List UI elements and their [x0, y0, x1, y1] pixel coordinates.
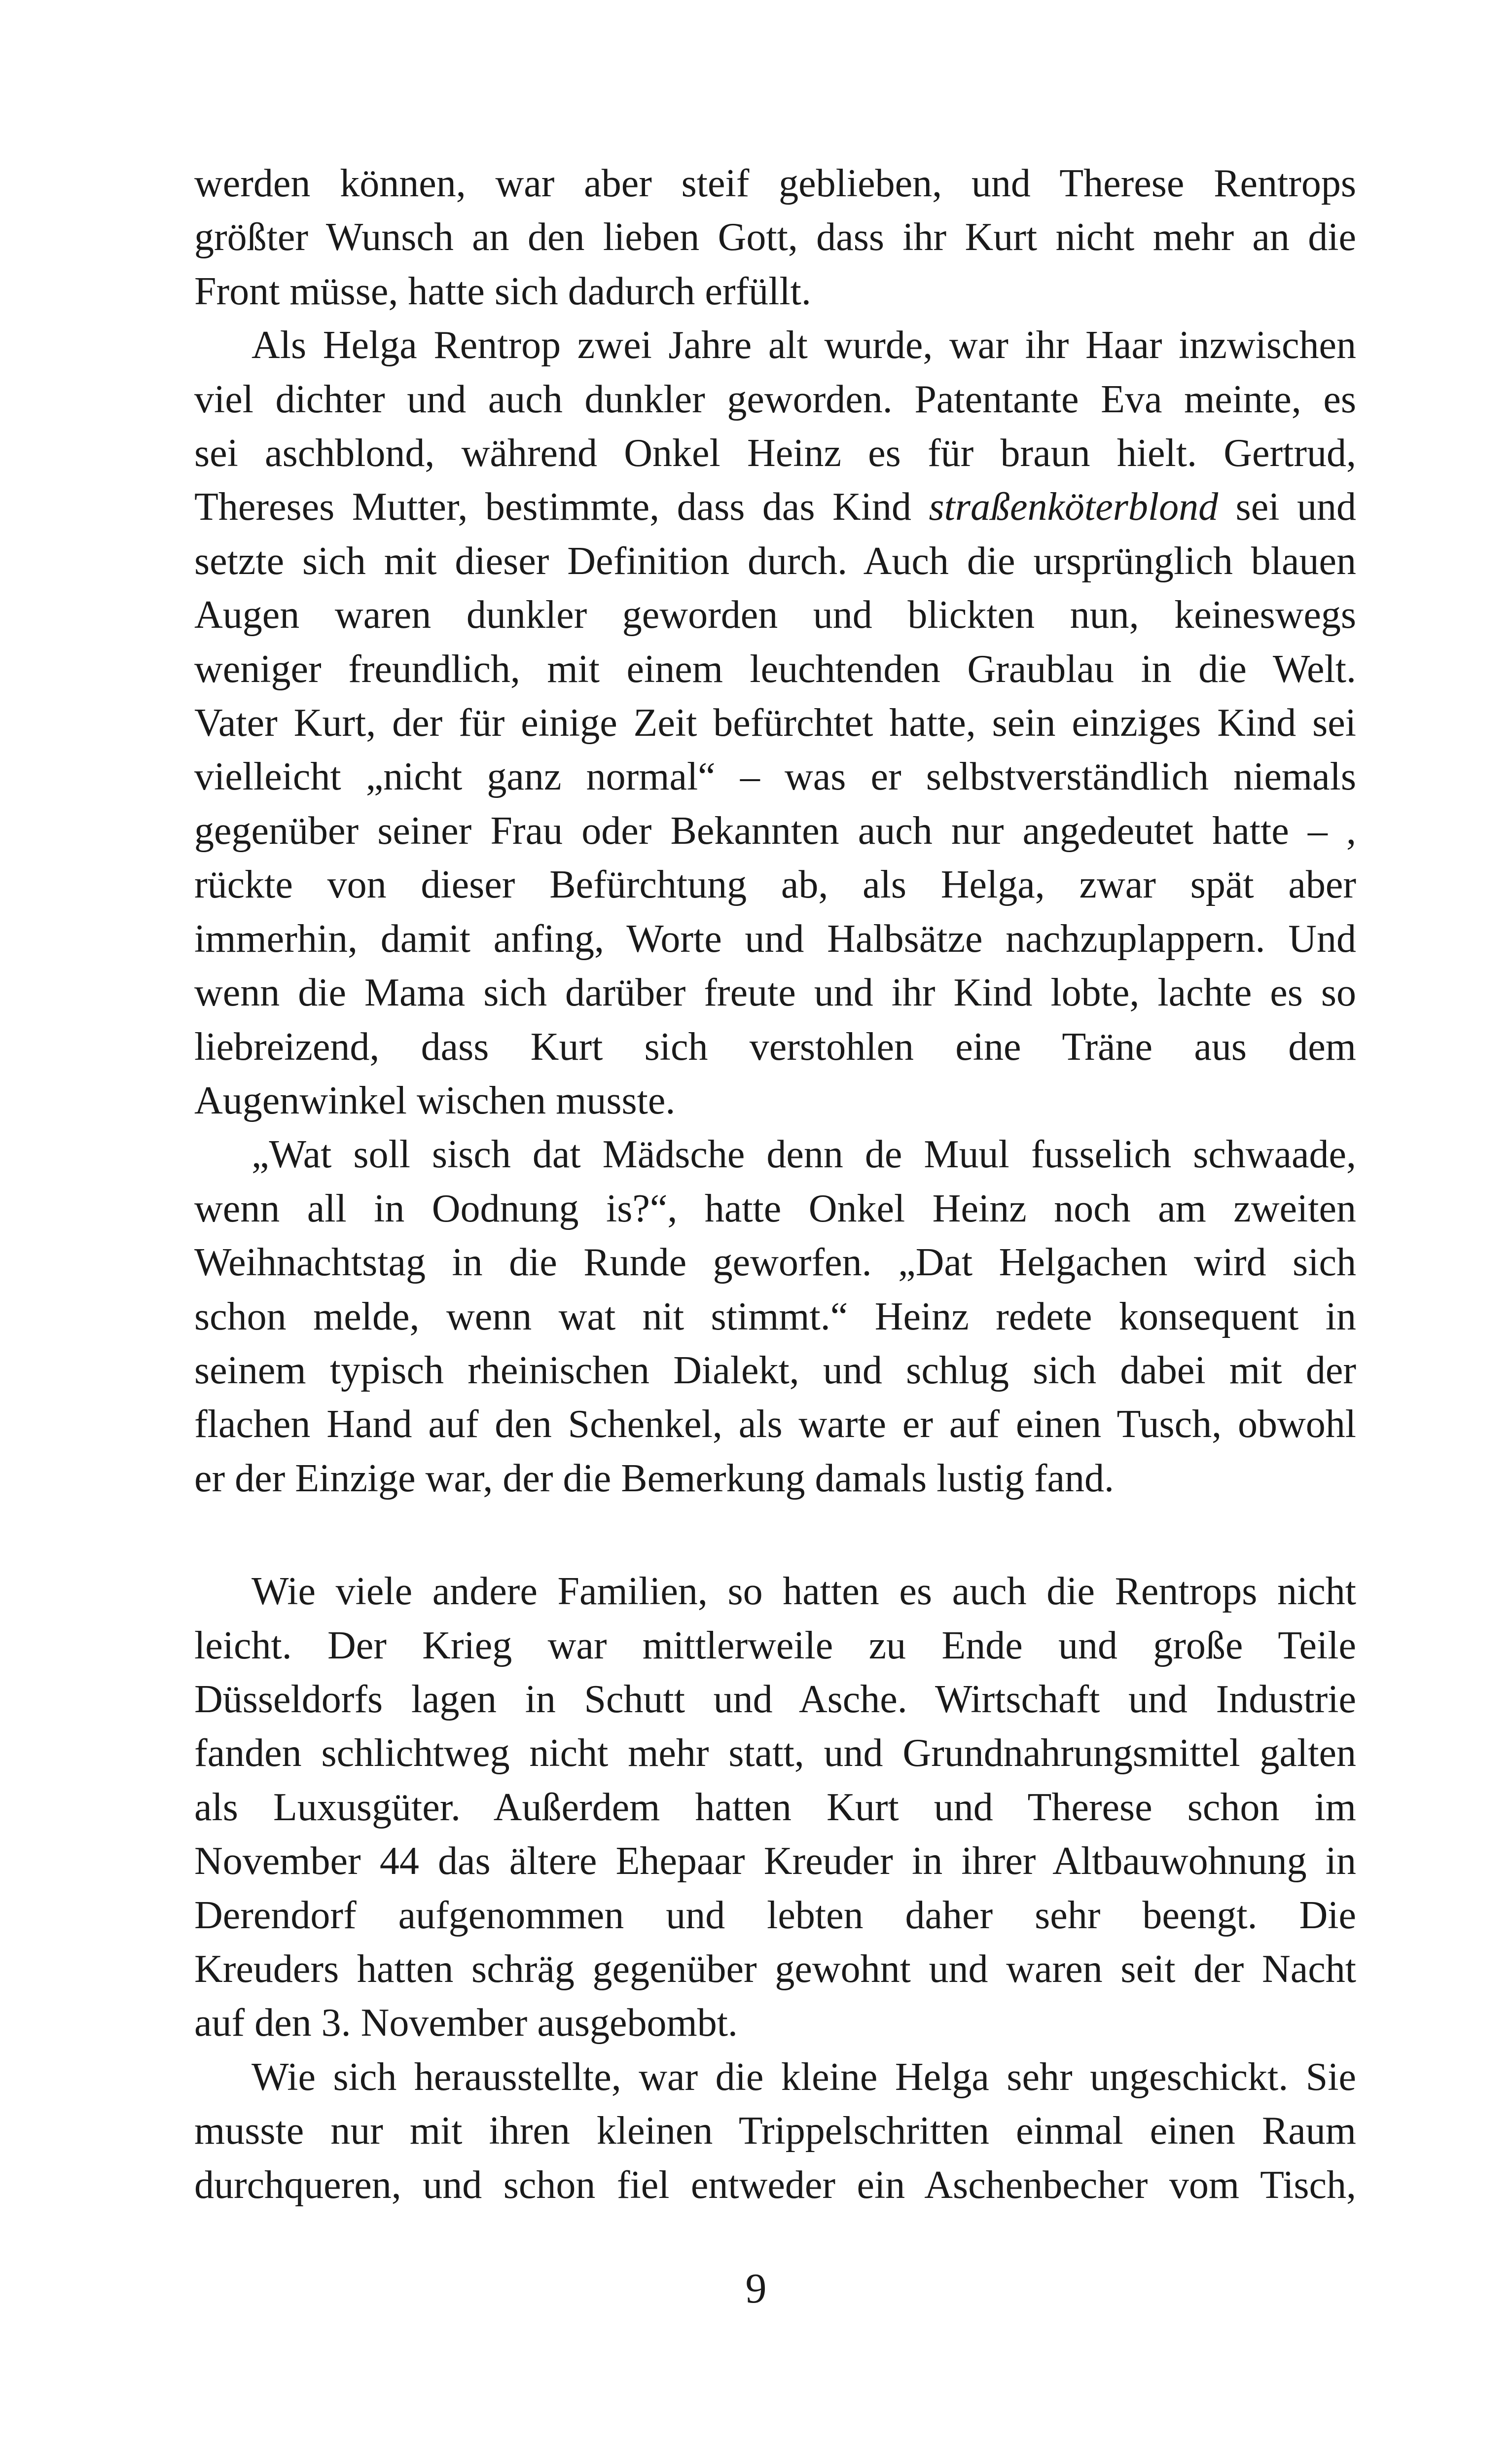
- text-run: er der Einzige war, der die Bemerkung damals lustig fand.: [194, 1456, 1115, 1500]
- section-break: [194, 1506, 1356, 1565]
- text-line: [194, 2158, 1356, 2212]
- text-run: durchqueren, und schon fiel entweder ein Aschenbecher vom Tisch,: [194, 2163, 1356, 2207]
- text-line: [194, 211, 1356, 264]
- text-run: November 44 das ältere Ehepaar Kreuder in ihrer Altbauwohnung in: [194, 1839, 1356, 1883]
- text-line: [194, 1673, 1356, 1726]
- text-line: [194, 858, 1356, 912]
- text-run: Vater Kurt, der für einige Zeit befürchtet hatte, sein einziges Kind sei: [194, 701, 1356, 745]
- text-line: [194, 1344, 1356, 1398]
- text-line: [194, 966, 1356, 1020]
- text-run: werden können, war aber steif geblieben, und Therese Rentrops: [194, 162, 1356, 205]
- text-run: rückte von dieser Befürchtung ab, als Helga, zwar spät aber: [194, 863, 1356, 907]
- text-run: leicht. Der Krieg war mittlerweile zu Ende und große Teile: [194, 1623, 1356, 1667]
- text-run: Kreuders hatten schräg gegenüber gewohnt und waren seit der Nacht: [194, 1947, 1356, 1991]
- text-run: weniger freundlich, mit einem leuchtenden Graublau in die Welt.: [194, 647, 1356, 691]
- text-run: Thereses Mutter, bestimmte, dass das Kind: [194, 485, 929, 529]
- text-line: [194, 1619, 1356, 1673]
- text-run: viel dichter und auch dunkler geworden. Patentante Eva meinte, es: [194, 377, 1356, 421]
- text-line: [194, 1781, 1356, 1834]
- text-run: „Wat soll sisch dat Mädsche denn de Muul fusselich schwaade,: [252, 1133, 1356, 1177]
- text-line: [194, 1236, 1356, 1290]
- text-line: [194, 1182, 1356, 1236]
- text-line: [194, 373, 1356, 427]
- text-line: [194, 1834, 1356, 1888]
- text-line: [194, 588, 1356, 642]
- text-run: fanden schlichtweg nicht mehr statt, und Grundnahrungsmittel galten: [194, 1731, 1356, 1775]
- text-run: als Luxusgüter. Außerdem hatten Kurt und Therese schon im: [194, 1785, 1356, 1829]
- text-line: [194, 2050, 1356, 2104]
- text-run: Wie sich herausstellte, war die kleine Helga sehr ungeschickt. Sie: [252, 2055, 1356, 2099]
- text-run: flachen Hand auf den Schenkel, als warte er auf einen Tusch, obwohl: [194, 1402, 1356, 1446]
- text-run: Düsseldorfs lagen in Schutt und Asche. Wirtschaft und Industrie: [194, 1677, 1356, 1721]
- text-line: [194, 1996, 1356, 2050]
- text-line: [194, 1398, 1356, 1451]
- text-line: [194, 1020, 1356, 1074]
- text-line: [194, 1290, 1356, 1344]
- text-run: vielleicht „nicht ganz normal“ – was er selbstverständlich niemals: [194, 755, 1356, 799]
- paragraph: [194, 1565, 1356, 2050]
- text-line: [194, 696, 1356, 750]
- page-number: 9: [745, 2265, 767, 2312]
- text-run: Augenwinkel wischen musste.: [194, 1079, 676, 1122]
- paragraph: [194, 2050, 1356, 2212]
- text-line: [194, 265, 1356, 319]
- text-run: setzte sich mit dieser Definition durch. Auch die ursprünglich blauen: [194, 539, 1356, 583]
- italic-word: straßenköterblond: [929, 485, 1219, 529]
- paragraph: [194, 1128, 1356, 1506]
- text-line: [194, 157, 1356, 211]
- text-run: musste nur mit ihren kleinen Trippelschritten einmal einen Raum: [194, 2109, 1356, 2153]
- text-line: [194, 1942, 1356, 1996]
- text-line: [194, 750, 1356, 804]
- text-line: [194, 427, 1356, 480]
- text-run: sei und: [1218, 485, 1356, 529]
- text-run: Augen waren dunkler geworden und blickten nun, keineswegs: [194, 593, 1356, 637]
- text-run: auf den 3. November ausgebombt.: [194, 2001, 738, 2045]
- text-line: [194, 1889, 1356, 1942]
- text-run: Wie viele andere Familien, so hatten es auch die Rentrops nicht: [252, 1570, 1356, 1614]
- text-line: [194, 1452, 1356, 1506]
- text-line: [194, 1726, 1356, 1780]
- text-run: liebreizend, dass Kurt sich verstohlen eine Träne aus dem: [194, 1025, 1356, 1069]
- text-run: schon melde, wenn wat nit stimmt.“ Heinz redete konsequent in: [194, 1294, 1356, 1338]
- text-run: wenn die Mama sich darüber freute und ihr Kind lobte, lachte es so: [194, 971, 1356, 1015]
- text-run: Als Helga Rentrop zwei Jahre alt wurde, war ihr Haar inzwischen: [252, 324, 1356, 367]
- text-line: [194, 1128, 1356, 1182]
- text-line: [194, 1565, 1356, 1618]
- text-line: [194, 1074, 1356, 1128]
- text-line: [194, 480, 1356, 534]
- paragraph: [194, 157, 1356, 319]
- text-run: wenn all in Oodnung is?“, hatte Onkel Heinz noch am zweiten: [194, 1187, 1356, 1230]
- text-run: seinem typisch rheinischen Dialekt, und schlug sich dabei mit der: [194, 1348, 1356, 1392]
- text-line: [194, 319, 1356, 372]
- text-line: [194, 535, 1356, 588]
- text-run: gegenüber seiner Frau oder Bekannten auch nur angedeutet hatte – ,: [194, 809, 1356, 853]
- paragraph: [194, 319, 1356, 1128]
- text-run: Front müsse, hatte sich dadurch erfüllt.: [194, 269, 811, 313]
- body-text: [194, 157, 1356, 2212]
- text-run: immerhin, damit anfing, Worte und Halbsätze nachzuplappern. Und: [194, 917, 1356, 961]
- text-line: [194, 804, 1356, 858]
- text-line: [194, 2104, 1356, 2158]
- text-run: Weihnachtstag in die Runde geworfen. „Dat Helgachen wird sich: [194, 1241, 1356, 1285]
- text-line: [194, 643, 1356, 696]
- text-run: größter Wunsch an den lieben Gott, dass ihr Kurt nicht mehr an die: [194, 216, 1356, 259]
- text-line: [194, 912, 1356, 966]
- text-run: Derendorf aufgenommen und lebten daher sehr beengt. Die: [194, 1893, 1356, 1937]
- text-run: sei aschblond, während Onkel Heinz es für braun hielt. Gertrud,: [194, 431, 1356, 475]
